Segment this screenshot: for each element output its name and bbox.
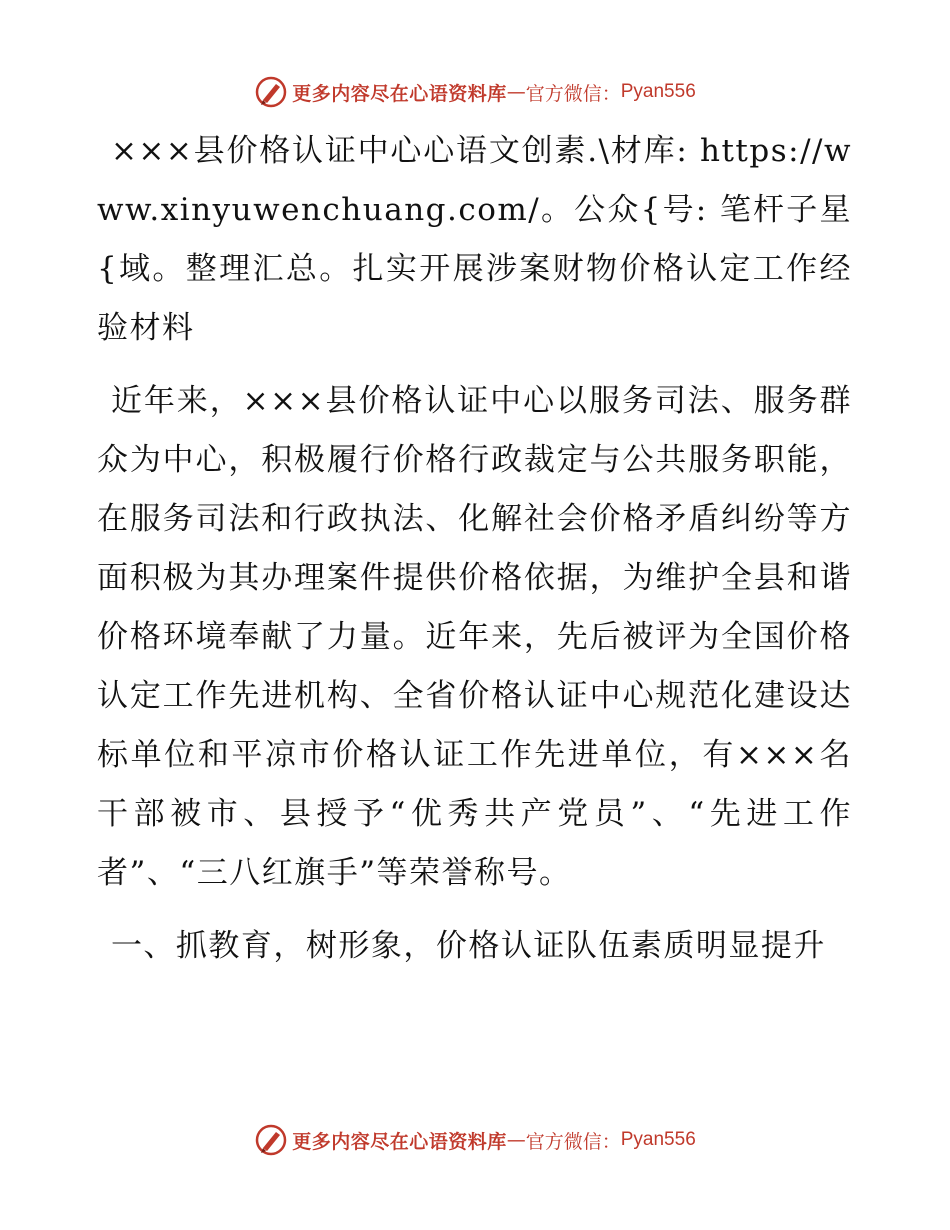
wechat-id: Pyan556 (620, 81, 696, 102)
library-name: 更多内容尽在心语资料库 (292, 82, 507, 105)
wechat-label: 官方微信： (525, 1130, 621, 1153)
document-body (97, 122, 852, 990)
wechat-label: 官方微信： (525, 82, 621, 105)
document-title: ×××县价格认证中心心语文创素.\材库: https://www.xinyuwenchuang.com/。公众{号: 笔杆子星{域。整理汇总。扎实开展涉案财物价格认定工作经验材料 (97, 133, 852, 346)
wechat-id: Pyan556 (620, 1129, 696, 1150)
section-heading: 一、抓教育，树形象，价格认证队伍素质明显提升 (110, 928, 826, 964)
header-banner (0, 72, 950, 112)
library-name: 更多内容尽在心语资料库 (292, 1130, 507, 1153)
banner-separator: — (506, 81, 526, 103)
pen-logo-icon (254, 75, 288, 109)
banner-separator: — (506, 1129, 526, 1151)
intro-paragraph: 近年来，×××县价格认证中心以服务司法、服务群众为中心，积极履行价格行政裁定与公共服务职能，在服务司法和行政执法、化解社会价格矛盾纠纷等方面积极为其办理案件提供价格依据，为维护全县和谐价格环境奉献了力量。近年来，先后被评为全国价格认定工作先进机构、全省价格认证中心规范化建设达标单位和平凉市价格认证工作先进单位，有×××名干部被市、县授予“优秀共产党员”、“先进工作者”、“三八红旗手”等荣誉称号。 (97, 383, 852, 891)
pen-logo-icon (254, 1123, 288, 1157)
footer-banner (0, 1120, 950, 1160)
